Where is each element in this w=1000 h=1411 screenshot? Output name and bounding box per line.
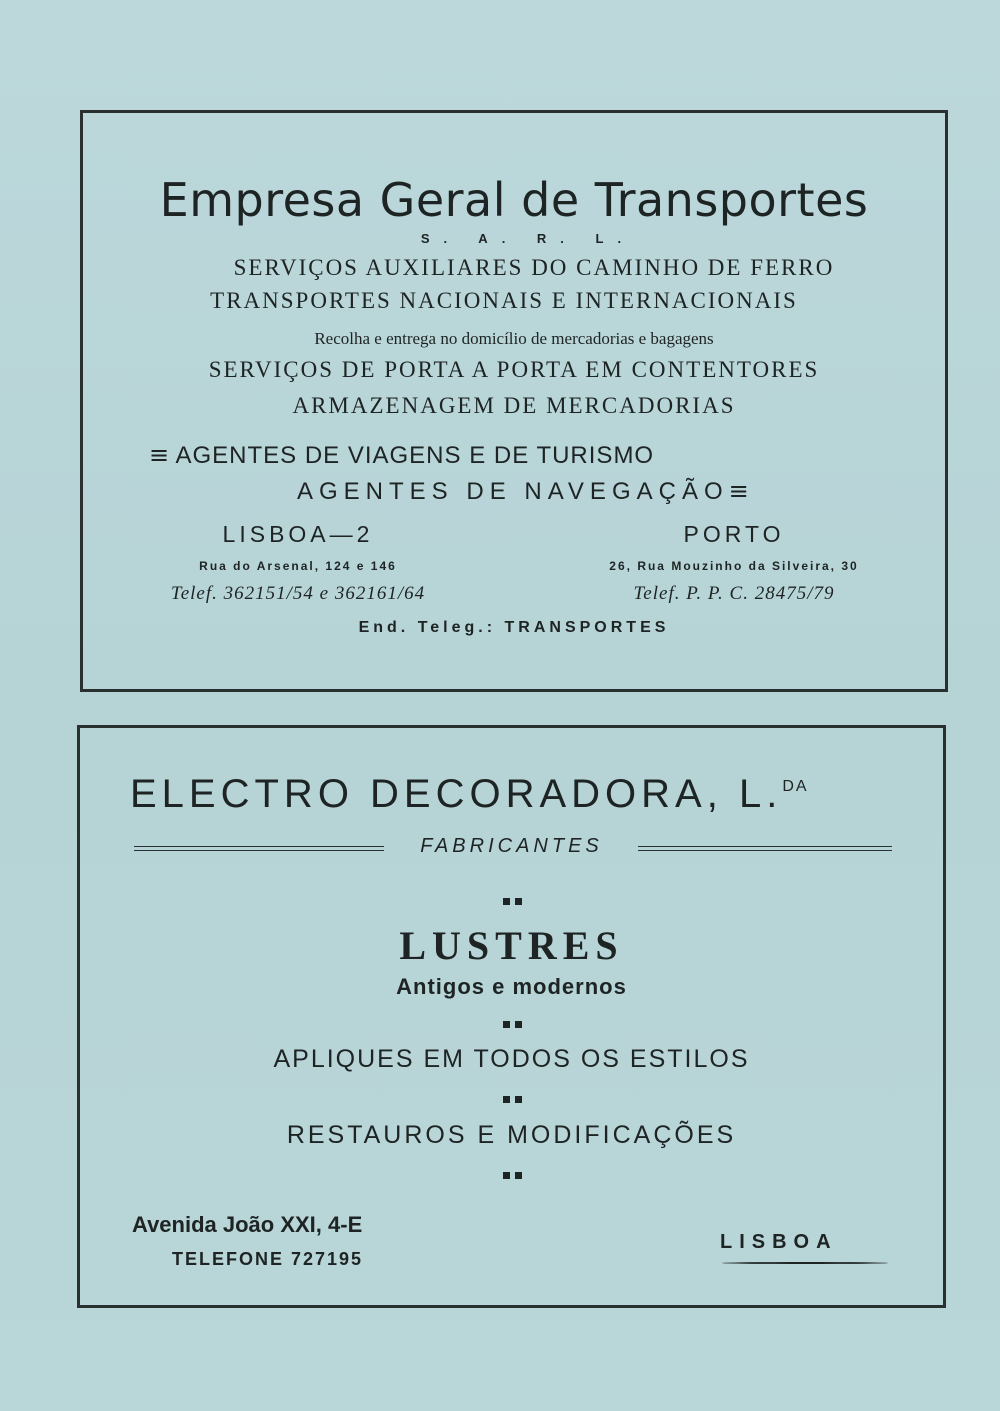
service-line-4: SERVIÇOS DE PORTA A PORTA EM CONTENTORES [208,357,820,382]
street-address: Avenida João XXI, 4-E [132,1212,363,1237]
advertisement-transportes [80,110,948,692]
service-line-5: ARMAZENAGEM DE MERCADORIAS [292,393,736,418]
porto-address: 26, Rua Mouzinho da Silveira, 30 [609,559,859,573]
lisboa-city: LISBOA—2 [222,521,374,547]
service-line-3: Recolha e entrega no domicílio de mercadorias e bagagens [314,329,714,348]
company-title [130,772,993,817]
separator-dots [503,1021,523,1029]
porto-phone: Telef. P. P. C. 28475/79 [633,583,835,604]
triple-bar-left: ≡ [149,441,170,469]
triple-bar-right: ≡ [728,477,749,505]
service-line-2: RESTAUROS E MODIFICAÇÕES [286,1121,737,1149]
separator-dots [503,1096,523,1104]
double-rule-right [638,846,892,851]
product-subtitle: Antigos e modernos [396,974,627,999]
city-name: LISBOA [720,1231,838,1253]
telegraph-address: End. Teleg.: TRANSPORTES [358,619,670,636]
city-underline [722,1262,888,1264]
company-suffix: DA [782,778,809,795]
phone-number: TELEFONE 727195 [172,1249,364,1269]
service-line-1: SERVIÇOS AUXILIARES DO CAMINHO DE FERRO [233,255,835,280]
separator-dots [503,1172,523,1180]
lisboa-phone: Telef. 362151/54 e 362161/64 [170,583,426,604]
agents-travel-text: AGENTES DE VIAGENS E DE TURISMO [175,442,655,469]
agents-navigation-line [83,477,1000,506]
service-line-2: TRANSPORTES NACIONAIS E INTERNACIONAIS [210,288,798,313]
subtitle: FABRICANTES [420,835,603,857]
company-name: ELECTRO DECORADORA, L. [130,772,783,816]
company-title: Empresa Geral de Transportes [159,173,869,227]
advertisement-electro-decoradora [77,725,946,1308]
lisboa-address: Rua do Arsenal, 124 e 146 [199,559,397,573]
separator-dots [503,898,523,906]
product-title: LUSTRES [399,923,624,968]
agents-navigation-text: AGENTES DE NAVEGAÇÃO [297,478,729,505]
service-line-1: APLIQUES EM TODOS OS ESTILOS [273,1045,750,1073]
company-legal-form: S. A. R. L. [420,231,636,246]
agents-travel-line [83,441,1000,470]
porto-city: PORTO [683,521,785,547]
